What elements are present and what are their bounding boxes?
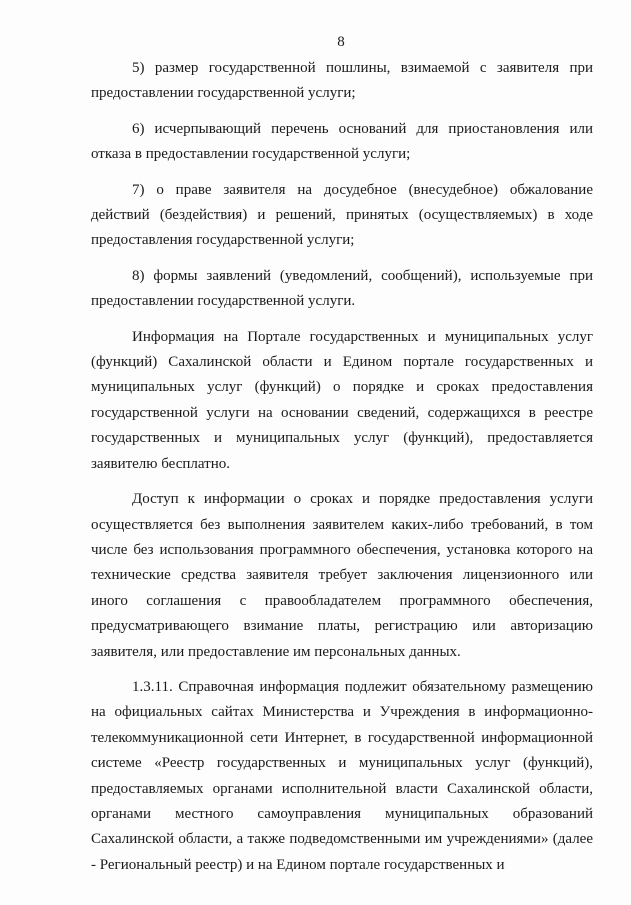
document-body — [91, 56, 593, 878]
paragraph-portal-info: Информация на Портале государственных и муниципальных услуг (функций) Сахалинской области и Едином портале государственных и муниципальных услуг (функций) о порядке и сроках предоставления государственной услуги на основании сведений, содержащихся в реестре государственных и муниципальных услуг (функций), предоставляется заявителю бесплатно. — [91, 328, 593, 472]
paragraph-item-6: 6) исчерпывающий перечень оснований для приостановления или отказа в предоставлении государственной услуги; — [91, 120, 593, 163]
page-number: 8 — [337, 34, 345, 50]
paragraph-access-info: Доступ к информации о сроках и порядке предоставления услуги осуществляется без выполнения заявителем каких-либо требований, в том числе без использования программного обеспечения, установка которого на технические средства заявителя требует заключения лицензионного или иного соглашения с правообладателем программного обеспечения, предусматривающего взимание платы, регистрацию или авторизацию заявителя, или предоставление им персональных данных. — [91, 491, 593, 660]
paragraph-item-8: 8) формы заявлений (уведомлений, сообщений), используемые при предоставлении государственной услуги. — [91, 267, 593, 310]
paragraph-section-1-3-11: 1.3.11. Справочная информация подлежит обязательному размещению на официальных сайтах Министерства и Учреждения в информационно-телекоммуникационной сети Интернет, в государственной информационной системе «Реестр государственных и муниципальных услуг (функций), предоставляемых органами исполнительной власти Сахалинской области, органами местного самоуправления муниципальных образований Сахалинской области, а также подведомственными им учреждениями» (далее - Региональный реестр) и на Едином портале государственных и — [91, 678, 593, 873]
paragraph-item-5: 5) размер государственной пошлины, взимаемой с заявителя при предоставлении государственной услуги; — [91, 60, 593, 102]
paragraph-item-7: 7) о праве заявителя на досудебное (внесудебное) обжалование действий (бездействия) и решений, принятых (осуществляемых) в ходе предоставления государственной услуги; — [91, 181, 593, 249]
